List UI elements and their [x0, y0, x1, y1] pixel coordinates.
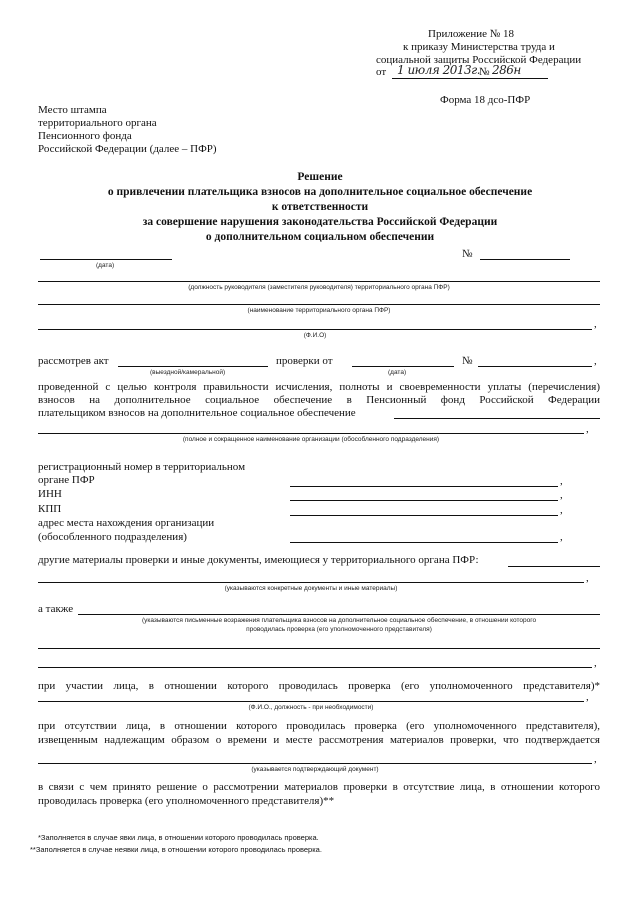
handwritten-number: 286н	[492, 63, 521, 77]
materials-text: другие материалы проверки и иные документы, имеющиеся у территориального органа ПФР:	[38, 554, 479, 566]
appendix-from-label: от	[376, 66, 387, 78]
also-line-3[interactable]	[38, 667, 592, 668]
fio-comma: ,	[594, 318, 597, 330]
act-date-caption: (дата)	[388, 369, 407, 376]
decision-number-line[interactable]	[480, 259, 570, 260]
title-line-2: о привлечении плательщика взносов на дополнительное социальное обеспечение	[107, 186, 533, 198]
also-caption-2: проводилась проверка (его уполномоченного представителя)	[246, 626, 432, 633]
address-label-2: (обособленного подразделения)	[38, 531, 187, 543]
reviewed-act-label: рассмотрев акт	[38, 355, 109, 367]
footnote-1: *Заполняется в случае явки лица, в отношении которого проводилась проверка.	[38, 833, 319, 842]
address-label-1: адрес места нахождения организации	[38, 517, 215, 529]
also-line-2[interactable]	[38, 648, 600, 649]
position-caption: (должность руководителя (заместителя руководителя) территориального органа ПФР)	[188, 284, 450, 291]
materials-line-tail[interactable]	[508, 566, 600, 567]
payer-name-line[interactable]	[38, 433, 584, 434]
decision-line-2: проводилась проверка (его уполномоченного представителя)**	[38, 795, 335, 807]
act-num-label: №	[462, 355, 473, 367]
absence-line-1: при отсутствии лица, в отношении которого проводилась проверка (его уполномоченного представителя),	[38, 720, 600, 732]
address-comma: ,	[560, 531, 563, 543]
participation-caption: (Ф.И.О., должность - при необходимости)	[248, 704, 374, 711]
participation-comma: ,	[586, 691, 589, 703]
appendix-line-2: к приказу Министерства труда и	[403, 41, 555, 53]
absence-line-2: извещенным надлежащим образом о времени и месте рассмотрения материалов проверки, что подтверждается	[38, 734, 600, 746]
title-line-1: Решение	[297, 171, 343, 183]
participation-line[interactable]	[38, 701, 584, 702]
appendix-date-underline	[392, 78, 548, 79]
reg-number-line[interactable]	[290, 486, 558, 487]
also-comma: ,	[594, 657, 597, 669]
reg-comma: ,	[560, 475, 563, 487]
reg-number-label-1: регистрационный номер в территориальном	[38, 461, 246, 473]
absence-comma: ,	[594, 753, 597, 765]
check-from-label: проверки от	[276, 355, 333, 367]
fio-caption: (Ф.И.О)	[303, 332, 327, 339]
materials-caption: (указываются конкретные документы и иные материалы)	[224, 585, 398, 592]
act-type-caption: (выездной/камеральной)	[150, 369, 226, 376]
footnote-2: **Заполняется в случае неявки лица, в отношении которого проводилась проверка.	[30, 845, 322, 854]
paragraph1-line-3: плательщиком взносов на дополнительное социальное обеспечение	[38, 407, 356, 419]
decision-line-1: в связи с чем принято решение о рассмотрении материалов проверки в отсутствие лица, в отношении которого	[38, 781, 600, 793]
date-caption: (дата)	[96, 262, 115, 269]
title-line-3: к ответственности	[271, 201, 369, 213]
act-type-line[interactable]	[118, 366, 268, 367]
kpp-line[interactable]	[290, 515, 558, 516]
act-date-line[interactable]	[352, 366, 454, 367]
appendix-line-1: Приложение № 18	[428, 28, 515, 40]
act-comma: ,	[594, 355, 597, 367]
handwritten-date: 1 июля 2013г.	[397, 63, 481, 77]
decision-number-sign: №	[462, 248, 473, 260]
org-name-caption: (наименование территориального органа ПФР)	[247, 307, 391, 314]
paragraph1-line-2: взносов на дополнительное социальное обеспечение в Пенсионный фонд Российской Федерации	[38, 394, 600, 406]
also-label: а также	[38, 603, 74, 615]
org-name-line[interactable]	[38, 304, 600, 305]
appendix-line-3: социальной защиты Российской Федерации	[376, 54, 582, 66]
payer-line-tail[interactable]	[394, 418, 600, 419]
paragraph1-line-1: проведенной с целью контроля правильности исчисления, полноты и своевременности уплаты (перечисления)	[38, 381, 600, 393]
inn-comma: ,	[560, 489, 563, 501]
reg-number-label-2: органе ПФР	[38, 474, 95, 486]
kpp-label: КПП	[38, 503, 62, 515]
title-line-4: за совершение нарушения законодательства Российской Федерации	[142, 216, 498, 228]
materials-line[interactable]	[38, 582, 584, 583]
inn-line[interactable]	[290, 500, 558, 501]
payer-name-caption: (полное и сокращенное наименование организации (обособленного подразделения)	[182, 436, 440, 443]
date-line[interactable]	[40, 259, 172, 260]
address-line[interactable]	[290, 542, 558, 543]
appendix-num-label: №	[479, 66, 490, 78]
position-line[interactable]	[38, 281, 600, 282]
fio-line[interactable]	[38, 329, 592, 330]
participation-text: при участии лица, в отношении которого проводилась проверка (его уполномоченного представителя)*	[38, 680, 600, 692]
form-code: Форма 18 дсо-ПФР	[440, 94, 531, 106]
payer-comma: ,	[586, 423, 589, 435]
kpp-comma: ,	[560, 504, 563, 516]
absence-caption: (указывается подтверждающий документ)	[251, 766, 379, 773]
title-line-5: о дополнительном социальном обеспечении	[205, 231, 435, 243]
also-line[interactable]	[78, 614, 600, 615]
inn-label: ИНН	[38, 488, 62, 500]
stamp-line-2: территориального органа	[38, 117, 157, 129]
absence-line[interactable]	[38, 763, 592, 764]
act-number-line[interactable]	[478, 366, 592, 367]
also-caption-1: (указываются письменные возражения плательщика взносов на дополнительное социальное обеспечение, в отношении которого	[141, 617, 537, 624]
stamp-line-3: Пенсионного фонда	[38, 130, 132, 142]
materials-comma: ,	[586, 572, 589, 584]
stamp-line-1: Место штампа	[38, 104, 107, 116]
stamp-line-4: Российской Федерации (далее – ПФР)	[38, 143, 217, 155]
